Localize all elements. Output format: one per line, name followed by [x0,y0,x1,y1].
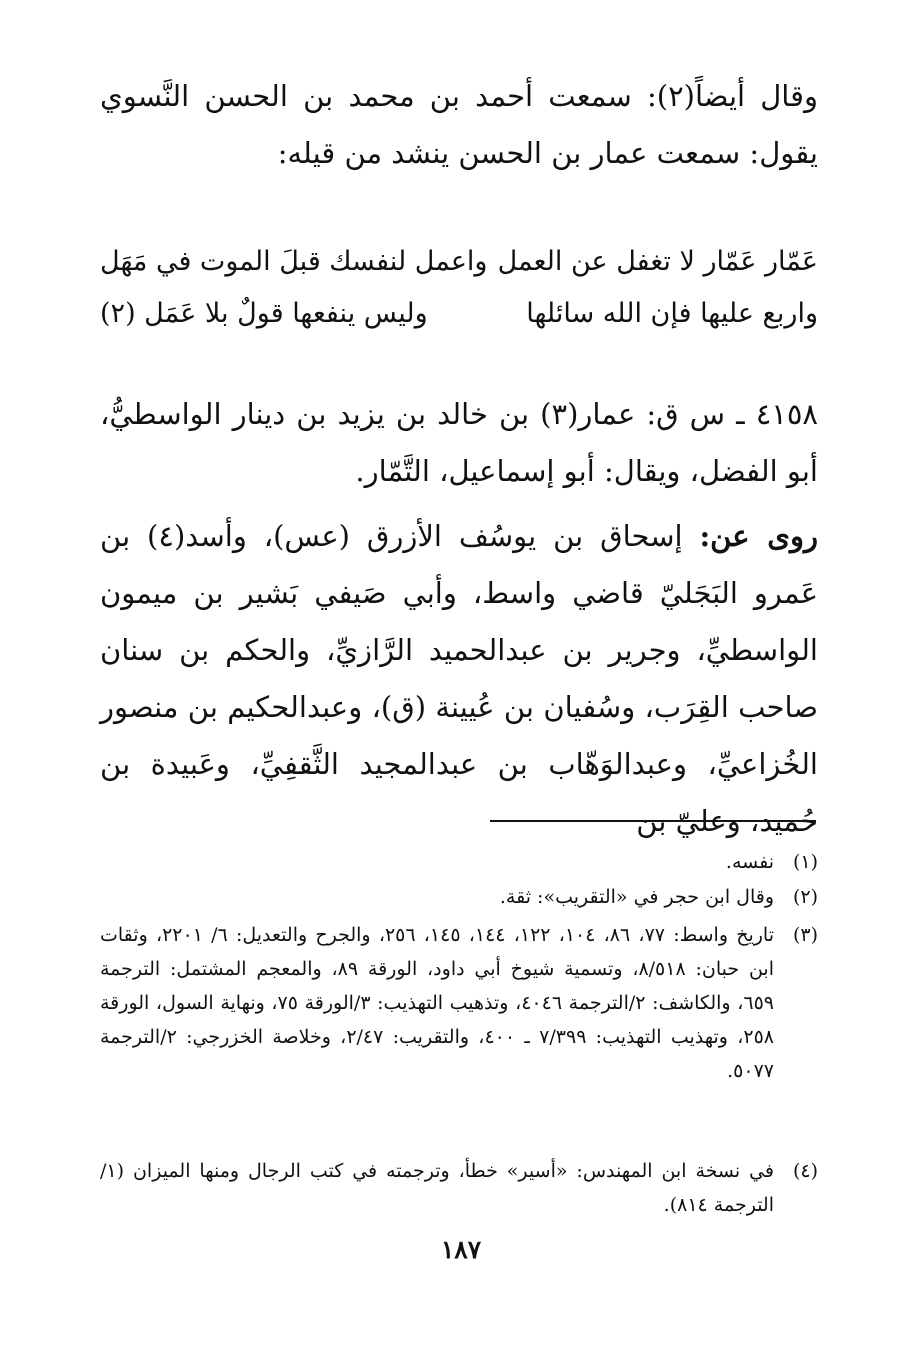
poem-verse-2-first-hemistich: واربع عليها فإن الله سائلها [526,298,818,329]
footnote-4 [100,1154,818,1222]
footnote-1-text: نفسه. [725,851,774,873]
poem-verse-2-second-hemistich: وليس ينفعها قولٌ بلا عَمَل (٢) [100,298,428,329]
footnote-2 [100,880,818,914]
footnote-1 [100,845,818,879]
footnote-separator [490,820,816,822]
footnote-2-text: وقال ابن حجر في «التقريب»: ثقة. [499,886,774,908]
poem-verses [100,236,818,340]
narrated-from-text: إسحاق بن يوسُف الأزرق (عس)، وأسد(٤) بن عَمرو البَجَليّ قاضي واسط، وأبي صَيفي بَشير بن ميمون الواسطيِّ، وجرير بن عبدالحميد الرَّازيِّ، والحكم بن سنان صاحب القِرَب، وسُفيان بن عُيينة (ق)، وعبدالحكيم بن منصور الخُزاعيِّ، وعبدالوَهّاب بن عبدالمجيد الثَّقفِيِّ، وعَبيدة بن حُميد، وعليّ بن [100,519,818,838]
footnote-3 [100,918,818,1088]
footnote-3-number: (٣) [792,924,818,946]
intro-paragraph: وقال أيضاً(٢): سمعت أحمد بن محمد بن الحسن النَّسوي يقول: سمعت عمار بن الحسن ينشد من قيله: [100,79,819,170]
footnote-4-text: في نسخة ابن المهندس: «أسير» خطأ، وترجمته في كتب الرجال ومنها الميزان (١/الترجمة ٨١٤). [100,1160,774,1216]
narrated-from-label: روى عن: [699,519,819,553]
page-number: ١٨٧ [440,1235,482,1264]
poem-verse-2 [100,288,818,340]
footnote-3-text: تاريخ واسط: ٧٧، ٨٦، ١٠٤، ١٢٢، ١٤٤، ١٤٥، ٢٥٦، والجرح والتعديل: ٦/ ٢٢٠١، وثقات ابن حبان: ٨/٥١٨، وتسمية شيوخ أبي داود، الورقة ٨٩، والمعجم المشتمل: الترجمة ٦٥٩، والكاشف: ٢/الترجمة ٤٠٤٦، وتذهيب التهذيب: ٣/الورقة ٧٥، ونهاية السول، الورقة ٢٥٨، وتهذيب التهذيب: ٧/٣٩٩ ـ ٤٠٠، والتقريب: ٢/٤٧، وخلاصة الخزرجي: ٢/الترجمة ٥٠٧٧. [100,924,775,1082]
entry-heading-paragraph: ٤١٥٨ ـ س ق: عمار(٣) بن خالد بن يزيد بن دينار الواسطيُّ، أبو الفضل، ويقال: أبو إسماعيل، التَّمّار. [100,397,818,488]
footnote-4-number: (٤) [792,1160,818,1182]
narrated-from-paragraph [100,508,818,850]
poem-verse-1-first-hemistich: عَمّار عَمّار لا تغفل عن العمل [497,246,818,277]
poem-verse-1 [100,236,818,288]
footnote-2-number: (٢) [792,886,818,908]
poem-verse-1-second-hemistich: واعمل لنفسك قبلَ الموت في مَهَل [100,246,488,277]
footnote-1-number: (١) [792,851,818,873]
